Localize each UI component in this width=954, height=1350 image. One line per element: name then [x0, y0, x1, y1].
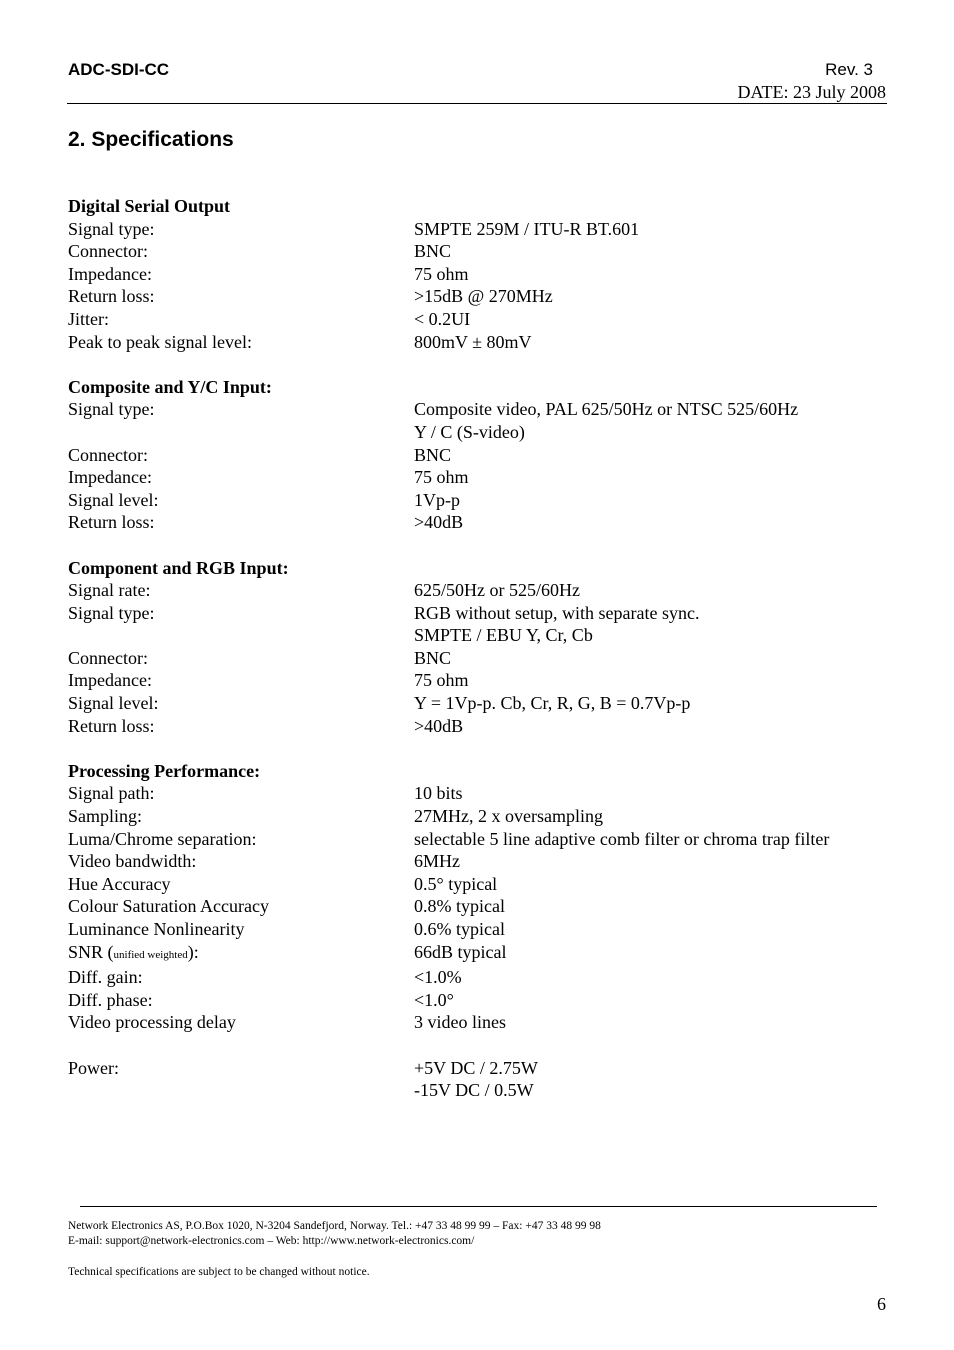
footer-contact: E-mail: support@network-electronics.com – Web: http://www.network-electronics.com/ — [68, 1235, 475, 1247]
spec-row — [68, 240, 888, 263]
spec-label: Video bandwidth: — [68, 851, 197, 872]
spec-value: BNC — [414, 444, 452, 465]
snr-label-suffix: ): — [187, 941, 199, 962]
spec-value: SMPTE 259M / ITU-R BT.601 — [414, 218, 640, 239]
spec-row — [68, 602, 888, 647]
spec-value: BNC — [414, 241, 452, 262]
spec-row — [68, 647, 888, 670]
spec-label: Connector: — [68, 647, 148, 668]
spec-values — [414, 1011, 888, 1034]
spec-value: SMPTE / EBU Y, Cr, Cb — [414, 625, 593, 646]
spec-row — [68, 398, 888, 443]
spec-value: 0.6% typical — [414, 919, 505, 939]
spec-label: Luminance Nonlinearity — [68, 919, 245, 939]
spec-value: 10 bits — [414, 783, 463, 804]
spec-values — [414, 511, 888, 534]
spec-value: 0.8% typical — [414, 896, 505, 917]
spec-label: Impedance: — [68, 467, 152, 488]
spec-values — [414, 895, 888, 918]
spec-values — [414, 782, 888, 805]
spec-row — [68, 669, 888, 692]
footer-notice: Technical specifications are subject to be changed without notice. — [68, 1266, 370, 1278]
spec-values — [414, 602, 888, 647]
spec-values — [414, 489, 888, 512]
spec-label: Luma/Chrome separation: — [68, 828, 257, 849]
spec-values — [414, 398, 888, 443]
spec-value: -15V DC / 0.5W — [414, 1080, 534, 1101]
spec-value: +5V DC / 2.75W — [414, 1057, 538, 1078]
spec-label: Return loss: — [68, 286, 155, 307]
spec-value: 800mV ± 80mV — [414, 331, 532, 352]
spec-values — [414, 669, 888, 692]
spec-values — [414, 873, 888, 896]
page-number: 6 — [877, 1294, 886, 1314]
spec-values — [414, 579, 888, 602]
spec-values — [414, 240, 888, 263]
spec-row — [68, 511, 888, 534]
spec-value: 75 ohm — [414, 467, 469, 488]
section-processing-performance — [68, 760, 888, 1034]
spec-value: <1.0° — [414, 989, 454, 1010]
spec-value: 6MHz — [414, 851, 460, 872]
spec-values — [414, 218, 888, 241]
spec-row — [68, 941, 888, 967]
snr-label-qualifier: unified weighted — [113, 948, 188, 961]
spec-label: Signal type: — [68, 602, 155, 623]
spec-values — [414, 331, 888, 354]
spec-values — [414, 647, 888, 670]
spec-row — [68, 218, 888, 241]
spec-label: Signal rate: — [68, 580, 151, 601]
spec-row — [68, 579, 888, 602]
spec-values — [414, 941, 888, 967]
spec-row — [68, 873, 888, 896]
spec-row — [68, 895, 888, 918]
header-rule — [67, 103, 887, 104]
spec-values — [414, 692, 888, 715]
section-title: Digital Serial Output — [68, 196, 231, 216]
spec-value: < 0.2UI — [414, 308, 471, 329]
spec-row — [68, 263, 888, 286]
spec-row — [68, 308, 888, 331]
spec-value: RGB without setup, with separate sync. — [414, 602, 700, 623]
spec-row — [68, 1057, 888, 1102]
spec-row — [68, 692, 888, 715]
spec-label: Diff. phase: — [68, 989, 153, 1010]
spec-value: 625/50Hz or 525/60Hz — [414, 580, 580, 601]
spec-values — [414, 966, 888, 989]
section-digital-serial-output — [68, 195, 888, 353]
specs-body — [68, 195, 888, 1124]
spec-row — [68, 285, 888, 308]
spec-value: 1Vp-p — [414, 489, 460, 510]
section-component-rgb-input — [68, 557, 888, 738]
section-title: Composite and Y/C Input: — [68, 376, 272, 397]
spec-values — [414, 805, 888, 828]
section-title: Processing Performance: — [68, 760, 261, 781]
spec-values — [414, 444, 888, 467]
spec-values — [414, 263, 888, 286]
spec-label: Signal path: — [68, 783, 155, 804]
spec-value: 75 ohm — [414, 263, 469, 284]
spec-values — [414, 828, 888, 851]
spec-row — [68, 918, 888, 941]
spec-value: 3 video lines — [414, 1012, 506, 1033]
spec-value: Composite video, PAL 625/50Hz or NTSC 525/60Hz — [414, 399, 799, 420]
spec-values — [414, 285, 888, 308]
spec-label: Diff. gain: — [68, 967, 143, 988]
spec-label: Return loss: — [68, 512, 155, 533]
spec-label: Connector: — [68, 444, 148, 465]
spec-label: Hue Accuracy — [68, 873, 171, 894]
spec-value: >40dB — [414, 715, 464, 736]
spec-label: Video processing delay — [68, 1012, 236, 1033]
spec-row — [68, 466, 888, 489]
spec-row — [68, 828, 888, 851]
spec-values — [414, 989, 888, 1012]
spec-label: Signal type: — [68, 399, 155, 420]
spec-row — [68, 1011, 888, 1034]
spec-value: 27MHz, 2 x oversampling — [414, 806, 603, 827]
spec-value: <1.0% — [414, 967, 462, 988]
spec-value: Y / C (S-video) — [414, 421, 525, 442]
spec-label: Signal type: — [68, 218, 155, 239]
document-date: DATE: 23 July 2008 — [737, 82, 886, 102]
snr-label: SNR ( — [68, 941, 114, 962]
spec-value: 0.5° typical — [414, 873, 498, 894]
spec-values — [414, 308, 888, 331]
spec-value: BNC — [414, 647, 452, 668]
spec-label: Impedance: — [68, 670, 152, 691]
spec-row — [68, 989, 888, 1012]
spec-label: Impedance: — [68, 263, 152, 284]
spec-row — [68, 850, 888, 873]
spec-values — [414, 850, 888, 873]
spec-row — [68, 331, 888, 354]
footer-address: Network Electronics AS, P.O.Box 1020, N-3204 Sandefjord, Norway. Tel.: +47 33 48 99 99 – Fax: +47 33 48 99 98 — [68, 1220, 601, 1232]
spec-row — [68, 715, 888, 738]
spec-values — [414, 466, 888, 489]
footer-rule — [80, 1206, 877, 1207]
spec-label: Peak to peak signal level: — [68, 331, 252, 352]
spec-label: Colour Saturation Accuracy — [68, 896, 269, 917]
spec-row — [68, 782, 888, 805]
spec-label: Connector: — [68, 241, 148, 262]
spec-row — [68, 444, 888, 467]
spec-row — [68, 966, 888, 989]
section-composite-yc-input — [68, 376, 888, 534]
section-power — [68, 1057, 888, 1102]
spec-label: Return loss: — [68, 715, 155, 736]
revision: Rev. 3 — [825, 60, 873, 79]
spec-value: 66dB typical — [414, 941, 507, 962]
spec-value: selectable 5 line adaptive comb filter or chroma trap filter — [414, 828, 830, 849]
spec-label: Jitter: — [68, 308, 109, 329]
spec-label: Signal level: — [68, 489, 159, 510]
page-title: 2. Specifications — [68, 128, 234, 151]
spec-value: 75 ohm — [414, 670, 469, 691]
spec-value: >40dB — [414, 512, 464, 533]
spec-values — [414, 1057, 888, 1102]
spec-label: Sampling: — [68, 806, 143, 827]
spec-row — [68, 805, 888, 828]
spec-values — [414, 918, 888, 941]
section-title: Component and RGB Input: — [68, 557, 289, 578]
spec-row — [68, 489, 888, 512]
doc-id: ADC-SDI-CC — [68, 60, 170, 79]
spec-label — [68, 941, 414, 967]
spec-values — [414, 715, 888, 738]
spec-value: Y = 1Vp-p. Cb, Cr, R, G, B = 0.7Vp-p — [414, 693, 691, 714]
spec-value: >15dB @ 270MHz — [414, 286, 553, 307]
spec-label: Signal level: — [68, 693, 159, 714]
spec-label: Power: — [68, 1057, 119, 1078]
